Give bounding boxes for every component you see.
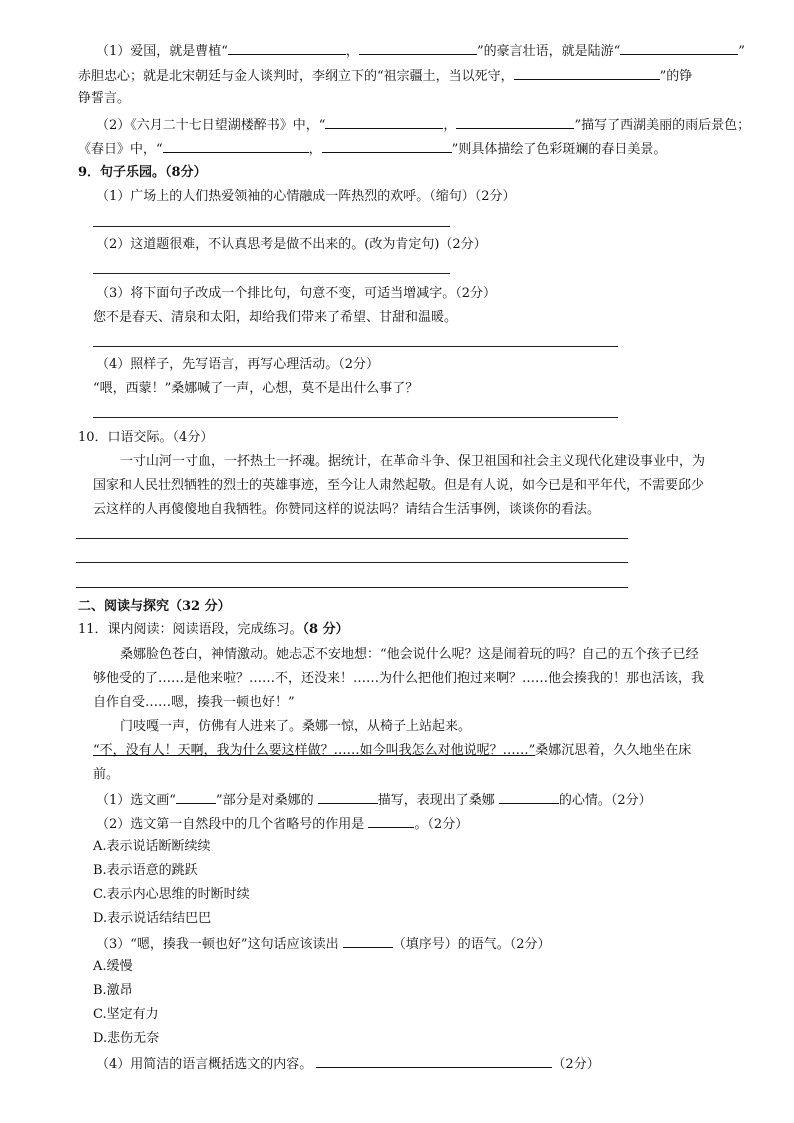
answer-line[interactable]: [76, 562, 628, 563]
answer-blank[interactable]: [456, 116, 574, 129]
q11-sub3: （3）“嗯，揍我一顿也好”这句话应该读出 （填序号）的语气。（2分）: [96, 937, 551, 952]
q9-s2: （2）这道题很难，不认真思考是做不出来的。(改为肯定句)（2分）: [96, 237, 487, 252]
answer-blank[interactable]: [359, 42, 477, 55]
option[interactable]: C.表示内心思维的时断时续: [93, 887, 250, 902]
q8-line3: 铮誓言。: [78, 91, 131, 106]
answer-line[interactable]: [93, 346, 618, 347]
answer-blank[interactable]: [316, 1055, 552, 1068]
option[interactable]: B.表示语意的跳跃: [93, 863, 198, 878]
q11-title: 11．课内阅读：阅读语段，完成练习。（8 分）: [78, 622, 349, 637]
answer-blank[interactable]: [514, 67, 660, 80]
q10-line2: 国家和人民壮烈牺牲的烈士的英雄事迹，至今让人肃然起敬。但是有人说，如今已是和平年代，不需要邱少: [93, 478, 705, 493]
option[interactable]: A.缓慢: [93, 959, 133, 974]
answer-line[interactable]: [93, 226, 450, 227]
answer-blank[interactable]: [163, 140, 309, 153]
answer-blank[interactable]: [368, 815, 414, 828]
option[interactable]: A.表示说话断断续续: [93, 839, 211, 854]
answer-blank[interactable]: [318, 791, 378, 804]
section-title: 二、阅读与探究（32 分）: [78, 599, 231, 614]
q10-title: 10．口语交际。（4分）: [78, 430, 214, 445]
q9-s3: （3）将下面句子改成一个排比句，句意不变，可适当增减字。（2分）: [96, 286, 497, 301]
option[interactable]: B.激昂: [93, 983, 133, 998]
q10-line3: 云这样的人再傻傻地自我牺牲。你赞同这样的说法吗？请结合生活事例，谈谈你的看法。: [93, 502, 601, 517]
answer-blank[interactable]: [343, 935, 393, 948]
underlined-passage: “不，没有人！天啊，我为什么要这样做？……如今叫我怎么对他说呢？……”: [93, 743, 536, 758]
option[interactable]: D.悲伤无奈: [93, 1031, 160, 1046]
passage-line: 门吱嘎一声，仿佛有人进来了。桑娜一惊，从椅子上站起来。: [120, 719, 472, 734]
passage-line: “不，没有人！天啊，我为什么要这样做？……如今叫我怎么对他说呢？……”桑娜沉思着，久久地坐在床: [93, 743, 692, 758]
answer-blank[interactable]: [325, 116, 443, 129]
passage-line: 自作自受……嗯，揍我一顿也好！”: [93, 695, 295, 710]
q10-line1: 一寸山河一寸血，一抔热土一抔魂。据统计，在革命斗争、保卫祖国和社会主义现代化建设事业中，为: [120, 454, 706, 469]
answer-line[interactable]: [93, 273, 450, 274]
q9-s4: （4）照样子，先写语言，再写心理活动。（2分）: [96, 357, 380, 372]
q8-line1: （1）爱国，就是曹植“ ， ”的豪言壮语，就是陆游“ ”: [96, 44, 745, 59]
q8-line2: 赤胆忠心；就是北宋朝廷与金人谈判时，李纲立下的“祖宗疆土，当以死守， ”的铮: [78, 69, 693, 84]
q8-line4: （2）《六月二十七日望湖楼醉书》中，“ ， ”描写了西湖美丽的雨后景色；: [96, 118, 751, 133]
answer-line[interactable]: [76, 538, 628, 539]
answer-blank[interactable]: [499, 791, 559, 804]
option[interactable]: C.坚定有力: [93, 1007, 159, 1022]
option[interactable]: D.表示说话结结巴巴: [93, 911, 212, 926]
passage-line: 桑娜脸色苍白，神情激动。她忐忑不安地想：“他会说什么呢？这是闹着玩的吗？自己的五个孩子已经: [120, 647, 699, 662]
answer-blank[interactable]: [322, 140, 452, 153]
q11-sub1: （1）选文画“ ”部分是对桑娜的 描写，表现出了桑娜 的心情。（2分）: [96, 793, 652, 808]
answer-line[interactable]: [93, 417, 618, 418]
answer-blank[interactable]: [620, 42, 738, 55]
answer-line[interactable]: [76, 587, 628, 588]
q11-sub4: （4）用简洁的语言概括选文的内容。 （2分）: [96, 1057, 600, 1072]
q11-sub2: （2）选文第一自然段中的几个省略号的作用是 。（2分）: [96, 817, 469, 832]
answer-blank[interactable]: [228, 42, 346, 55]
q8-line5: 《春日》中，“ ， ”则具体描绘了色彩斑斓的春日美景。: [78, 142, 667, 157]
q9-s4-text: “喂，西蒙！”桑娜喊了一声，心想，莫不是出什么事了？: [93, 381, 419, 396]
passage-line: 够他受的了……是他来啦？……不，还没来！……为什么把他们抱过来啊？……他会揍我的！那也活该，我: [93, 671, 705, 686]
answer-blank[interactable]: [176, 791, 216, 804]
q9-title: 9．句子乐园。（8分）: [78, 165, 207, 180]
q9-s1: （1）广场上的人们热爱领袖的心情融成一阵热烈的欢呼。（缩句）（2分）: [96, 189, 516, 204]
passage-line: 前。: [93, 767, 120, 782]
q9-s3-text: 您不是春天、清泉和太阳，却给我们带来了希望、甘甜和温暖。: [93, 310, 458, 325]
